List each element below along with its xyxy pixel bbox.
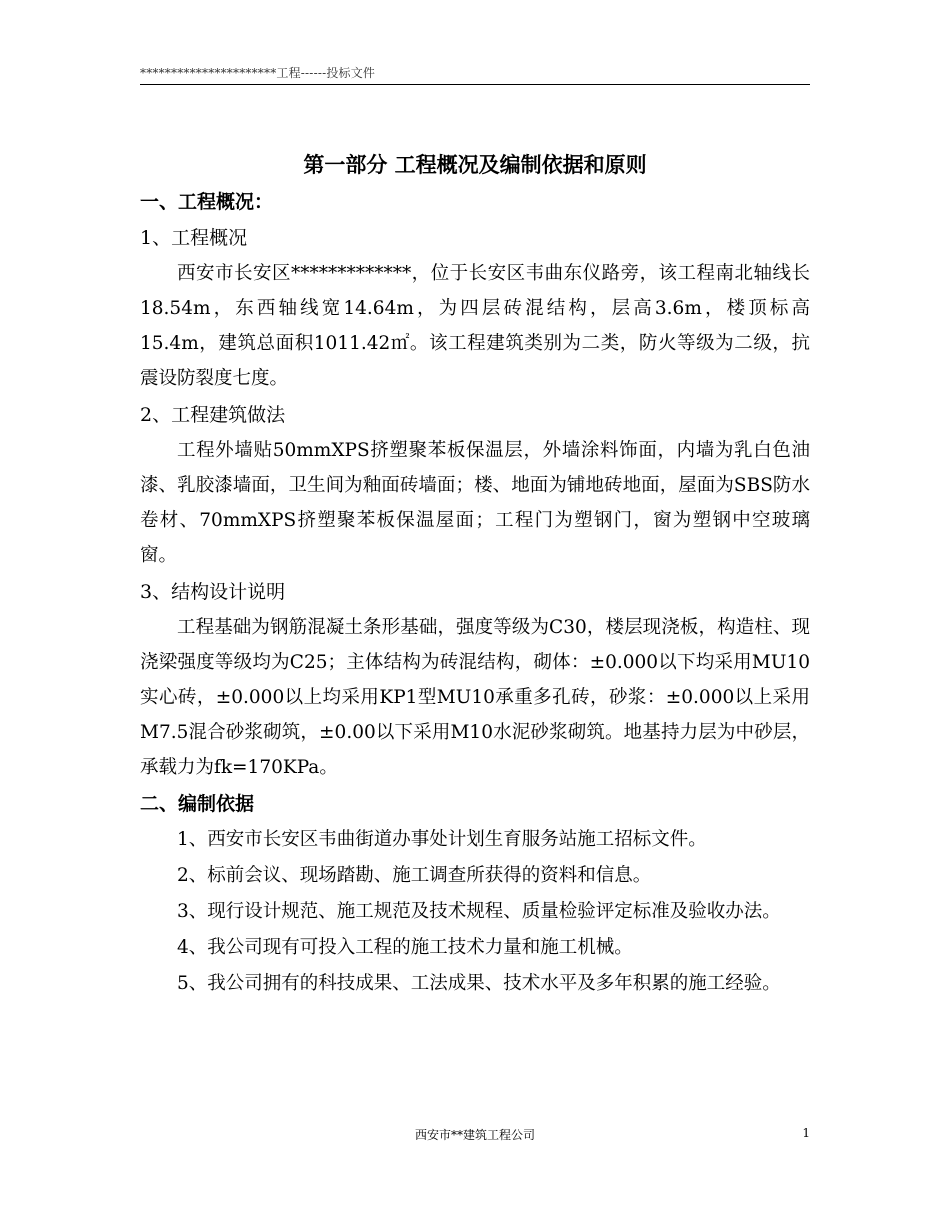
document-body: [140, 146, 810, 1002]
paragraph-structure-design: 工程基础为钢筋混凝土条形基础，强度等级为C30，楼层现浇板，构造柱、现浇梁强度等级均为C25；主体结构为砖混结构，砌体：±0.000以下均采用MU10实心砖，±0.000以上均采用KP1型MU10承重多孔砖，砂浆：±0.000以上采用M7.5混合砂浆砌筑，±0.00以下采用M10水泥砂浆砌筑。地基持力层为中砂层，承载力为fk=170KPa。: [140, 617, 810, 778]
footer-company: 西安市**建筑工程公司: [414, 1128, 535, 1142]
document-title: 第一部分 工程概况及编制依据和原则: [303, 152, 647, 177]
subheading-building-method: 2、工程建筑做法: [140, 404, 286, 426]
page-header: **********************工程------投标文件: [140, 66, 376, 80]
subheading-project-overview: 1、工程概况: [140, 227, 248, 249]
paragraph-project-overview: 西安市长安区*************，位于长安区韦曲东仪路旁，该工程南北轴线长18.54m，东西轴线宽14.64m，为四层砖混结构，层高3.6m，楼顶标高15.4m，建筑总面积1011.42㎡。该工程建筑类别为二类，防火等级为二级，抗震设防裂度七度。: [140, 263, 810, 389]
list-item: 1、西安市长安区韦曲街道办事处计划生育服务站施工招标文件。: [177, 829, 707, 850]
section-heading-basis: 二、编制依据: [140, 793, 255, 815]
section-heading-overview: 一、工程概况：: [140, 191, 274, 213]
page-number: 1: [802, 1126, 810, 1140]
list-item: 5、我公司拥有的科技成果、工法成果、技术水平及多年积累的施工经验。: [177, 973, 781, 994]
header-divider: [140, 84, 810, 85]
list-item: 3、现行设计规范、施工规范及技术规程、质量检验评定标准及验收办法。: [177, 901, 781, 922]
paragraph-building-method: 工程外墙贴50mmXPS挤塑聚苯板保温层，外墙涂料饰面，内墙为乳白色油漆、乳胶漆墙面，卫生间为釉面砖墙面；楼、地面为铺地砖地面，屋面为SBS防水卷材、70mmXPS挤塑聚苯板保温屋面；工程门为塑钢门，窗为塑钢中空玻璃窗。: [140, 440, 810, 566]
subheading-structure-design: 3、结构设计说明: [140, 581, 286, 603]
list-item: 2、标前会议、现场踏勘、施工调查所获得的资料和信息。: [177, 865, 652, 886]
list-item: 4、我公司现有可投入工程的施工技术力量和施工机械。: [177, 937, 633, 958]
